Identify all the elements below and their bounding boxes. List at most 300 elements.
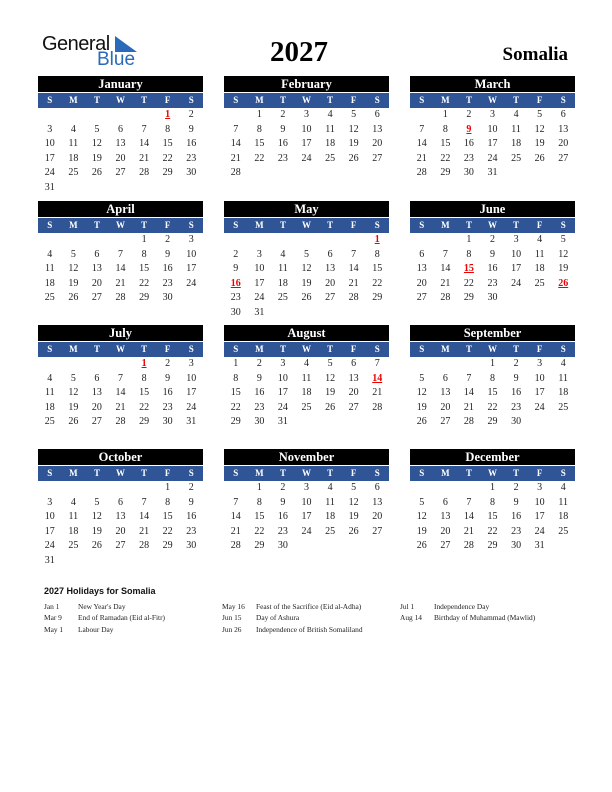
day-cell: 19 bbox=[68, 277, 79, 289]
holiday-name: Birthday of Muhammad (Mawlid) bbox=[434, 613, 536, 623]
logo-text-general: General bbox=[42, 33, 110, 55]
day-cell: 28 bbox=[440, 292, 451, 304]
day-cell: 29 bbox=[463, 292, 474, 304]
day-cell: 26 bbox=[534, 152, 545, 164]
day-cell: 12 bbox=[68, 387, 79, 399]
day-cell: 22 bbox=[230, 401, 241, 413]
holiday-name: End of Ramadan (Eid al-Fitr) bbox=[78, 613, 166, 623]
weekday-label: S bbox=[560, 95, 566, 105]
day-cell: 10 bbox=[534, 372, 545, 384]
weekday-label: F bbox=[164, 344, 171, 354]
day-cell: 17 bbox=[186, 387, 197, 399]
day-cell: 1 bbox=[165, 482, 171, 493]
weekday-label: T bbox=[327, 468, 334, 478]
day-cell: 3 bbox=[537, 358, 543, 369]
weekday-label: T bbox=[513, 344, 520, 354]
day-cell: 21 bbox=[230, 525, 241, 537]
day-cell: 29 bbox=[162, 540, 173, 552]
day-cell: 9 bbox=[489, 248, 495, 260]
weekday-label: M bbox=[69, 344, 78, 354]
day-cell: 14 bbox=[115, 387, 126, 399]
day-cell: 4 bbox=[560, 358, 566, 369]
month-header: January bbox=[38, 76, 203, 93]
weekday-label: S bbox=[188, 468, 194, 478]
weekday-label: M bbox=[441, 344, 450, 354]
holiday-date: Mar 9 bbox=[44, 613, 62, 623]
day-cell: 19 bbox=[91, 152, 102, 164]
day-cell: 4 bbox=[513, 109, 519, 120]
day-cell: 27 bbox=[372, 525, 383, 537]
day-cell: 10 bbox=[301, 496, 312, 508]
weekday-label: S bbox=[374, 95, 380, 105]
day-cell: 14 bbox=[139, 138, 150, 150]
weekday-label: M bbox=[69, 95, 78, 105]
holiday-row bbox=[222, 612, 363, 623]
weekday-label: T bbox=[513, 95, 520, 105]
day-cell: 19 bbox=[558, 263, 569, 275]
empty-cell bbox=[132, 481, 156, 496]
day-cell: 10 bbox=[186, 372, 197, 384]
day-grid bbox=[224, 233, 389, 321]
day-cell: 14 bbox=[463, 387, 474, 399]
day-cell: 2 bbox=[256, 358, 262, 369]
day-cell: 18 bbox=[44, 401, 55, 413]
weekday-label: M bbox=[441, 468, 450, 478]
day-cell: 5 bbox=[70, 372, 76, 384]
day-cell: 7 bbox=[117, 372, 123, 384]
empty-cell bbox=[342, 233, 366, 248]
day-cell: 25 bbox=[44, 416, 55, 428]
day-cell: 6 bbox=[117, 496, 123, 508]
weekday-label: S bbox=[419, 95, 425, 105]
day-cell: 2 bbox=[513, 358, 519, 369]
day-cell: 21 bbox=[115, 277, 126, 289]
day-cell: 3 bbox=[280, 358, 286, 369]
month-december bbox=[410, 449, 575, 554]
day-cell: 18 bbox=[325, 511, 336, 523]
day-cell: 5 bbox=[419, 496, 425, 508]
holiday-row bbox=[400, 612, 535, 623]
holiday-date: Jul 1 bbox=[400, 602, 415, 611]
empty-cell bbox=[410, 357, 434, 372]
day-cell: 30 bbox=[186, 167, 197, 179]
day-cell: 31 bbox=[254, 306, 265, 318]
day-cell: 16 bbox=[487, 263, 498, 275]
day-cell: 27 bbox=[416, 292, 427, 304]
day-cell: 31 bbox=[44, 554, 55, 566]
day-cell: 16 bbox=[511, 387, 522, 399]
month-august bbox=[224, 325, 389, 430]
day-cell: 15 bbox=[487, 511, 498, 523]
day-cell: 6 bbox=[327, 248, 333, 260]
day-cell: 20 bbox=[348, 387, 359, 399]
day-cell: 17 bbox=[534, 387, 545, 399]
day-cell: 1 bbox=[442, 109, 448, 120]
day-cell: 7 bbox=[233, 123, 239, 135]
day-cell: 11 bbox=[534, 248, 545, 260]
month-may bbox=[224, 201, 389, 321]
day-cell: 17 bbox=[487, 138, 498, 150]
day-cell: 25 bbox=[68, 540, 79, 552]
day-cell: 2 bbox=[233, 248, 239, 260]
weekday-label: S bbox=[233, 344, 239, 354]
day-cell: 1 bbox=[466, 234, 472, 245]
year-title: 2027 bbox=[270, 36, 328, 68]
day-cell: 13 bbox=[372, 496, 383, 508]
day-cell: 8 bbox=[442, 123, 448, 135]
day-cell: 20 bbox=[372, 511, 383, 523]
day-cell: 24 bbox=[511, 277, 522, 289]
day-cell: 8 bbox=[141, 248, 147, 260]
weekday-label: F bbox=[536, 220, 543, 230]
day-cell: 25 bbox=[558, 401, 569, 413]
holiday-date: Jun 15 bbox=[222, 613, 242, 623]
day-cell: 8 bbox=[256, 123, 262, 135]
empty-cell bbox=[62, 108, 86, 123]
day-cell: 21 bbox=[139, 525, 150, 537]
day-cell: 22 bbox=[139, 277, 150, 289]
day-cell: 16 bbox=[277, 511, 288, 523]
month-header: August bbox=[224, 325, 389, 342]
empty-cell bbox=[318, 233, 342, 248]
day-cell: 5 bbox=[560, 234, 566, 245]
month-header: December bbox=[410, 449, 575, 466]
month-header: October bbox=[38, 449, 203, 466]
day-cell: 8 bbox=[489, 496, 495, 508]
generalblue-logo bbox=[42, 33, 142, 73]
weekday-label: S bbox=[188, 95, 194, 105]
day-cell: 31 bbox=[186, 416, 197, 428]
weekday-bar bbox=[224, 93, 389, 108]
weekday-bar bbox=[410, 218, 575, 233]
empty-cell bbox=[295, 233, 319, 248]
day-cell: 3 bbox=[47, 496, 53, 508]
day-cell: 26 bbox=[416, 540, 427, 552]
empty-cell bbox=[85, 357, 109, 372]
country-title: Somalia bbox=[502, 44, 568, 65]
weekday-bar bbox=[410, 342, 575, 357]
month-april bbox=[38, 201, 203, 306]
weekday-label: W bbox=[116, 344, 126, 354]
day-cell: 16 bbox=[277, 138, 288, 150]
day-cell: 11 bbox=[558, 372, 569, 384]
day-cell: 13 bbox=[440, 511, 451, 523]
day-cell: 23 bbox=[277, 152, 288, 164]
day-cell: 18 bbox=[277, 277, 288, 289]
day-cell: 12 bbox=[558, 248, 569, 260]
day-cell: 3 bbox=[513, 234, 519, 245]
empty-cell bbox=[457, 481, 481, 496]
day-cell: 26 bbox=[91, 167, 102, 179]
day-cell: 12 bbox=[91, 138, 102, 150]
day-cell: 20 bbox=[558, 138, 569, 150]
month-january bbox=[38, 76, 203, 196]
holidays-title: 2027 Holidays for Somalia bbox=[44, 586, 156, 596]
day-cell: 22 bbox=[162, 152, 173, 164]
day-cell: 25 bbox=[325, 152, 336, 164]
day-grid bbox=[38, 357, 203, 430]
empty-cell bbox=[109, 481, 133, 496]
day-cell: 28 bbox=[115, 292, 126, 304]
weekday-label: S bbox=[560, 468, 566, 478]
day-cell: 29 bbox=[487, 416, 498, 428]
weekday-label: F bbox=[350, 95, 357, 105]
day-cell: 13 bbox=[115, 511, 126, 523]
empty-cell bbox=[434, 357, 458, 372]
day-cell: 10 bbox=[534, 496, 545, 508]
weekday-label: W bbox=[116, 220, 126, 230]
day-cell: 13 bbox=[325, 263, 336, 275]
day-cell: 30 bbox=[230, 306, 241, 318]
weekday-label: W bbox=[488, 220, 498, 230]
day-cell: 20 bbox=[325, 277, 336, 289]
day-cell: 8 bbox=[233, 372, 239, 384]
day-cell: 25 bbox=[44, 292, 55, 304]
weekday-label: S bbox=[188, 220, 194, 230]
day-cell: 29 bbox=[139, 416, 150, 428]
empty-cell bbox=[85, 481, 109, 496]
empty-cell bbox=[38, 233, 62, 248]
day-cell: 8 bbox=[141, 372, 147, 384]
month-header: July bbox=[38, 325, 203, 342]
day-cell: 11 bbox=[325, 123, 335, 135]
day-cell: 24 bbox=[301, 525, 312, 537]
day-cell: 10 bbox=[186, 248, 197, 260]
weekday-label: W bbox=[116, 95, 126, 105]
weekday-label: M bbox=[69, 468, 78, 478]
day-cell: 10 bbox=[511, 248, 522, 260]
day-cell: 30 bbox=[511, 416, 522, 428]
day-cell: 19 bbox=[325, 387, 336, 399]
day-cell: 1 bbox=[256, 482, 262, 493]
weekday-label: T bbox=[465, 344, 472, 354]
day-cell: 29 bbox=[487, 540, 498, 552]
day-cell: 31 bbox=[277, 416, 288, 428]
holiday-row bbox=[44, 612, 165, 623]
weekday-label: M bbox=[441, 220, 450, 230]
day-cell: 17 bbox=[254, 277, 265, 289]
day-cell: 15 bbox=[254, 511, 265, 523]
holiday-date: May 1 bbox=[44, 624, 64, 634]
day-cell: 19 bbox=[301, 277, 312, 289]
day-cell: 8 bbox=[489, 372, 495, 384]
day-cell: 5 bbox=[351, 109, 357, 120]
weekday-label: M bbox=[255, 220, 264, 230]
day-cell: 12 bbox=[301, 263, 312, 275]
day-cell: 20 bbox=[440, 525, 451, 537]
empty-cell bbox=[109, 357, 133, 372]
holiday-row bbox=[222, 624, 363, 635]
day-cell: 28 bbox=[348, 292, 359, 304]
day-cell: 18 bbox=[44, 277, 55, 289]
weekday-label: F bbox=[536, 95, 543, 105]
weekday-label: T bbox=[93, 220, 100, 230]
holiday-row bbox=[44, 624, 165, 635]
day-cell: 5 bbox=[94, 123, 100, 135]
day-cell: 2 bbox=[165, 234, 171, 245]
day-cell: 15 bbox=[440, 138, 451, 150]
weekday-label: S bbox=[560, 344, 566, 354]
day-cell: 14 bbox=[230, 138, 241, 150]
day-cell: 14 bbox=[416, 138, 427, 150]
day-cell: 24 bbox=[254, 292, 265, 304]
weekday-label: W bbox=[302, 95, 312, 105]
month-february bbox=[224, 76, 389, 181]
day-cell: 16 bbox=[162, 263, 173, 275]
month-header: March bbox=[410, 76, 575, 93]
empty-cell bbox=[109, 108, 133, 123]
day-cell: 3 bbox=[537, 482, 543, 493]
day-cell: 22 bbox=[440, 152, 451, 164]
day-cell: 1 bbox=[233, 358, 239, 369]
day-cell: 20 bbox=[115, 152, 126, 164]
day-cell: 13 bbox=[416, 263, 427, 275]
empty-cell bbox=[434, 233, 458, 248]
weekday-label: W bbox=[302, 468, 312, 478]
day-cell: 23 bbox=[254, 401, 265, 413]
day-cell: 4 bbox=[70, 496, 76, 508]
weekday-bar bbox=[224, 218, 389, 233]
day-cell: 14 bbox=[348, 263, 359, 275]
day-cell: 27 bbox=[325, 292, 336, 304]
day-cell: 12 bbox=[534, 123, 545, 135]
weekday-bar bbox=[410, 466, 575, 481]
day-cell: 2 bbox=[489, 234, 495, 245]
day-cell: 18 bbox=[534, 263, 545, 275]
weekday-label: S bbox=[233, 220, 239, 230]
day-cell: 25 bbox=[277, 292, 288, 304]
day-cell: 5 bbox=[351, 482, 357, 493]
day-cell: 17 bbox=[44, 525, 55, 537]
day-grid bbox=[224, 357, 389, 430]
day-cell: 17 bbox=[44, 152, 55, 164]
day-cell: 14 bbox=[139, 511, 150, 523]
day-grid bbox=[224, 481, 389, 554]
weekday-label: F bbox=[350, 344, 357, 354]
day-cell: 31 bbox=[44, 181, 55, 193]
day-cell: 24 bbox=[534, 525, 545, 537]
day-cell: 10 bbox=[487, 123, 498, 135]
day-cell: 13 bbox=[440, 387, 451, 399]
empty-cell bbox=[248, 233, 272, 248]
day-cell: 21 bbox=[463, 401, 474, 413]
day-cell: 26 bbox=[325, 401, 336, 413]
day-cell: 23 bbox=[162, 401, 173, 413]
day-cell: 6 bbox=[560, 109, 566, 120]
day-cell: 1 bbox=[489, 482, 495, 493]
day-cell: 19 bbox=[416, 525, 427, 537]
day-cell: 3 bbox=[188, 234, 194, 245]
day-cell: 11 bbox=[44, 263, 55, 275]
weekday-label: T bbox=[465, 468, 472, 478]
holiday-day: 1 bbox=[165, 109, 171, 120]
weekday-label: M bbox=[441, 95, 450, 105]
day-cell: 7 bbox=[466, 496, 472, 508]
day-cell: 28 bbox=[139, 540, 150, 552]
day-cell: 12 bbox=[348, 496, 359, 508]
day-cell: 14 bbox=[440, 263, 451, 275]
day-cell: 15 bbox=[139, 263, 150, 275]
month-november bbox=[224, 449, 389, 554]
empty-cell bbox=[410, 108, 434, 123]
empty-cell bbox=[85, 108, 109, 123]
holiday-row bbox=[400, 601, 535, 612]
weekday-label: S bbox=[188, 344, 194, 354]
day-cell: 8 bbox=[165, 123, 171, 135]
holiday-row bbox=[44, 601, 165, 612]
day-cell: 28 bbox=[230, 167, 241, 179]
day-cell: 9 bbox=[233, 263, 239, 275]
day-cell: 5 bbox=[303, 248, 309, 260]
day-cell: 2 bbox=[280, 109, 286, 120]
day-cell: 23 bbox=[162, 277, 173, 289]
month-march bbox=[410, 76, 575, 181]
day-cell: 12 bbox=[91, 511, 102, 523]
day-cell: 17 bbox=[301, 511, 312, 523]
day-cell: 27 bbox=[91, 416, 102, 428]
day-cell: 11 bbox=[325, 496, 335, 508]
day-cell: 22 bbox=[162, 525, 173, 537]
holiday-column bbox=[400, 601, 535, 624]
holiday-day: 1 bbox=[374, 234, 380, 245]
day-cell: 22 bbox=[139, 401, 150, 413]
day-cell: 2 bbox=[513, 482, 519, 493]
weekday-label: W bbox=[302, 344, 312, 354]
empty-cell bbox=[109, 233, 133, 248]
day-cell: 24 bbox=[534, 401, 545, 413]
day-cell: 23 bbox=[277, 525, 288, 537]
day-cell: 17 bbox=[511, 263, 522, 275]
day-cell: 1 bbox=[489, 358, 495, 369]
holiday-date: Aug 14 bbox=[400, 613, 422, 623]
day-cell: 23 bbox=[186, 152, 197, 164]
day-cell: 4 bbox=[47, 372, 53, 384]
day-cell: 13 bbox=[348, 372, 359, 384]
day-cell: 20 bbox=[372, 138, 383, 150]
month-june bbox=[410, 201, 575, 306]
day-cell: 25 bbox=[558, 525, 569, 537]
day-cell: 9 bbox=[513, 496, 519, 508]
day-cell: 25 bbox=[511, 152, 522, 164]
holiday-name: Day of Ashura bbox=[256, 613, 300, 623]
day-cell: 9 bbox=[188, 496, 194, 508]
day-cell: 22 bbox=[254, 152, 265, 164]
day-cell: 6 bbox=[442, 496, 448, 508]
day-cell: 4 bbox=[327, 482, 333, 493]
day-cell: 21 bbox=[348, 277, 359, 289]
day-cell: 24 bbox=[277, 401, 288, 413]
day-cell: 9 bbox=[165, 372, 171, 384]
weekday-label: F bbox=[164, 468, 171, 478]
day-cell: 20 bbox=[115, 525, 126, 537]
empty-cell bbox=[457, 357, 481, 372]
day-cell: 18 bbox=[68, 152, 79, 164]
day-cell: 17 bbox=[186, 263, 197, 275]
weekday-label: S bbox=[47, 344, 53, 354]
day-cell: 7 bbox=[117, 248, 123, 260]
day-cell: 18 bbox=[511, 138, 522, 150]
holiday-column bbox=[44, 601, 165, 635]
day-cell: 25 bbox=[68, 167, 79, 179]
day-cell: 19 bbox=[416, 401, 427, 413]
empty-cell bbox=[132, 108, 156, 123]
day-cell: 6 bbox=[117, 123, 123, 135]
weekday-label: T bbox=[465, 95, 472, 105]
weekday-label: M bbox=[69, 220, 78, 230]
month-header: February bbox=[224, 76, 389, 93]
day-cell: 26 bbox=[68, 292, 79, 304]
day-cell: 2 bbox=[280, 482, 286, 493]
